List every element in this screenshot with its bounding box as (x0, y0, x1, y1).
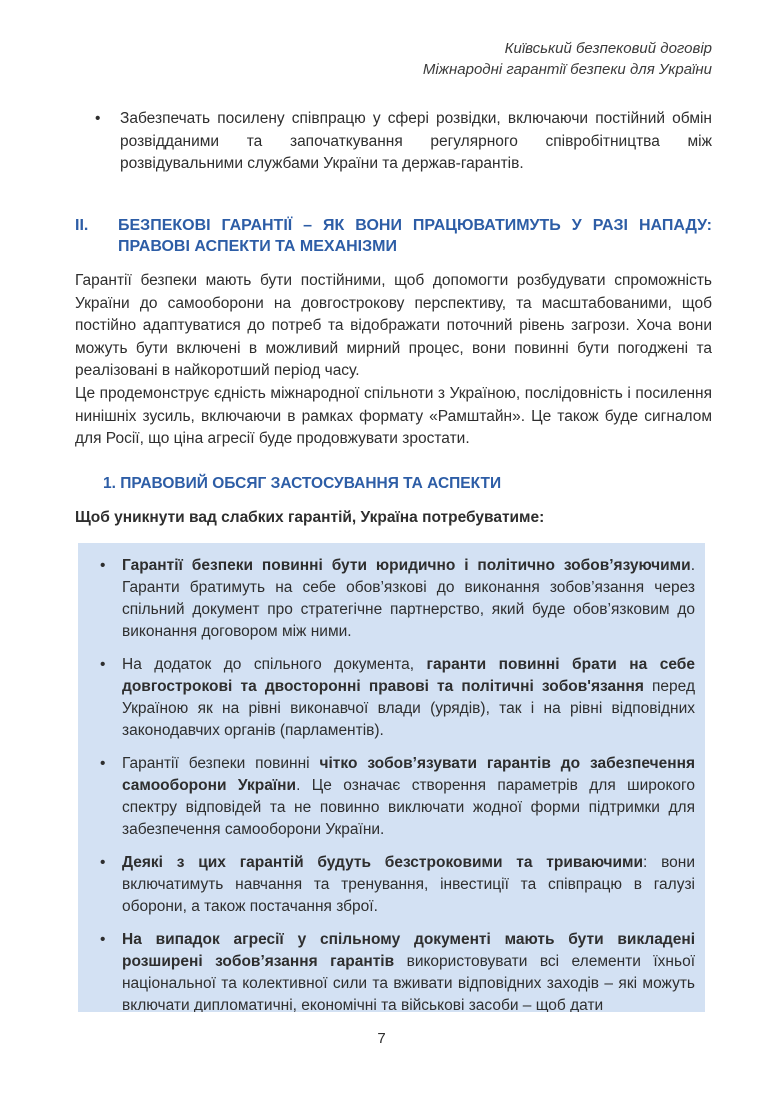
bullet-marker: • (100, 931, 106, 948)
section-number: II. (75, 217, 89, 234)
bullet-marker: • (100, 656, 106, 673)
box-bullet-text: Гарантії безпеки повинні чітко зобов’язувати гарантів до забезпечення самооборони України. Це означає створення параметрів для широкого спектру відповідей та не повинно виключати жодної форми підтримки для забезпечення самооборони України. (122, 755, 695, 838)
box-bullet-item (100, 852, 695, 918)
paragraph-1: Гарантії безпеки мають бути постійними, щоб допомогти розбудувати спроможність України до самооборони на довгострокову перспективу, та масштабованими, щоб постійно адаптуватися до потреб та відображати поточний рівень загрози. Хоча вони можуть бути включені в можливий мирний процес, вони повинні бути погоджені та реалізовані в найкоротший період часу. (75, 272, 712, 379)
page-number: 7 (377, 1030, 386, 1047)
box-bullet-text: Деякі з цих гарантій будуть безстроковими та триваючими: вони включатимуть навчання та тренування, інвестиції та співпрацю в галузі оборони, а також постачання зброї. (122, 854, 695, 915)
section-title: БЕЗПЕКОВІ ГАРАНТІЇ – ЯК ВОНИ ПРАЦЮВАТИМУТЬ У РАЗІ НАПАДУ: ПРАВОВІ АСПЕКТИ ТА МЕХАНІЗМИ (118, 217, 712, 255)
intro-bullet-text: Забезпечать посилену співпрацю у сфері розвідки, включаючи постійний обмін розвідданими та започаткування регулярного співробітництва між розвідувальними службами України та держав-гарантів. (120, 110, 712, 172)
intro-bullet-item (75, 108, 712, 176)
box-bullet-text: Гарантії безпеки повинні бути юридично і політично зобов’язуючими. Гаранти братимуть на себе обов’язкові до виконання зобов’язання через спільний документ про стратегічне партнерство, який буде обов’язковим до виконання договором між ними. (122, 557, 695, 640)
highlight-bullet-list (100, 555, 695, 1012)
box-bullet-item (100, 753, 695, 841)
lead-sentence: Щоб уникнути вад слабких гарантій, Україна потребуватиме: (75, 509, 545, 526)
paragraph-2: Це продемонструє єдність міжнародної спільноти з Україною, послідовність і посилення нинішніх зусиль, включаючи в рамках формату «Рамштайн». Це також буде сигналом для Росії, що ціна агресії буде продовжувати зростати. (75, 385, 712, 447)
box-bullet-item (100, 654, 695, 742)
section-heading (75, 216, 712, 257)
bullet-marker: • (100, 854, 106, 871)
highlight-box (78, 543, 705, 1012)
header-line-1: Київський безпековий договір (504, 40, 712, 57)
box-bullet-text: На додаток до спільного документа, гаранти повинні брати на себе довгострокові та двосторонні правові та політичні зобов'язання перед Україною як на рівні виконавчої влади (урядів), так і на рівні відповідних законодавчих органів (парламентів). (122, 656, 696, 739)
bullet-marker: • (100, 557, 106, 574)
box-bullet-item (100, 929, 695, 1012)
document-header (75, 38, 712, 80)
box-bullet-text: На випадок агресії у спільному документі мають бути викладені розширені зобов’язання гарантів використовувати всі елементи їхньої національної та колективної сили та вживати відповідних заходів – які можуть включати дипломатичні, економічні та військові засоби – щоб дати (122, 931, 695, 1012)
subsection-title: 1. ПРАВОВИЙ ОБСЯГ ЗАСТОСУВАННЯ ТА АСПЕКТИ (103, 475, 502, 492)
bullet-marker: • (100, 755, 106, 772)
header-line-2: Міжнародні гарантії безпеки для України (422, 61, 712, 78)
bullet-marker: • (95, 110, 101, 127)
box-bullet-item (100, 555, 695, 643)
